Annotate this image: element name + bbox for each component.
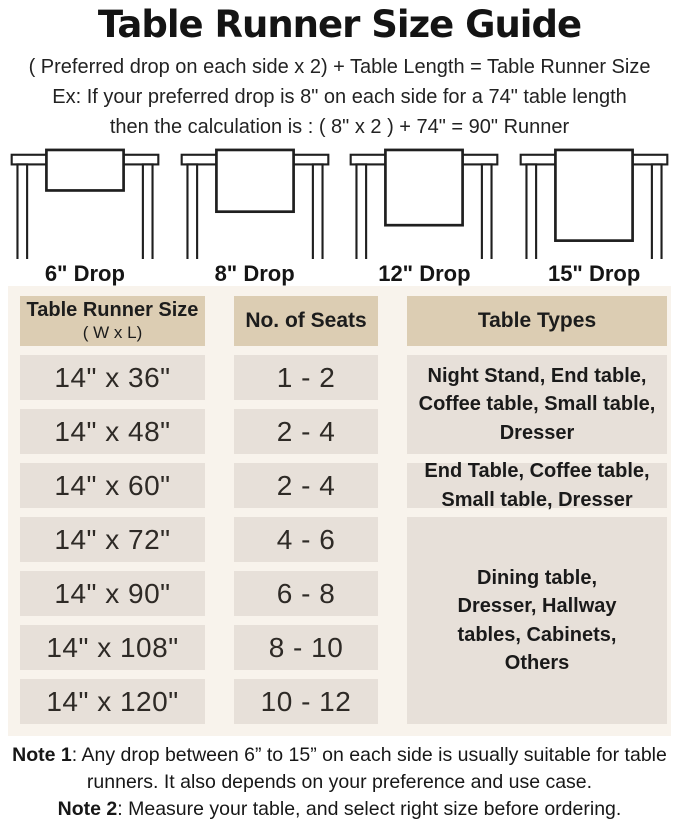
- size-cell: 14" x 90": [20, 571, 205, 616]
- size-cell: 14" x 36": [20, 355, 205, 400]
- drop-labels: [0, 261, 679, 287]
- seats-cell: 6 - 8: [234, 571, 378, 616]
- table-runner-drawing-icon: [342, 147, 506, 259]
- drop-illustration-15: [509, 147, 679, 259]
- drop-illustrations: [0, 147, 679, 259]
- size-cell: 14" x 72": [20, 517, 205, 562]
- notes: [0, 742, 679, 823]
- drop-label-6: 6" Drop: [44, 261, 125, 286]
- size-table: [20, 296, 667, 724]
- size-guide-panel: [8, 286, 671, 736]
- size-cell: 14" x 48": [20, 409, 205, 454]
- example-line-1: Ex: If your preferred drop is 8" on each side for a 74" table length: [52, 86, 627, 108]
- seats-cell: 2 - 4: [234, 409, 378, 454]
- table-runner-drawing-icon: [512, 147, 676, 259]
- note-2: Note 2: Measure your table, and select right size before ordering.: [57, 798, 622, 820]
- formula-text: ( Preferred drop on each side x 2) + Table Length = Table Runner Size: [28, 56, 651, 78]
- size-cell: 14" x 120": [20, 679, 205, 724]
- drop-label-8: 8" Drop: [214, 261, 295, 286]
- table-types-cell-small: Night Stand, End table, Coffee table, Small table, Dresser: [407, 355, 667, 454]
- column-header-size-title: Table Runner Size: [26, 299, 199, 321]
- seats-cell: 2 - 4: [234, 463, 378, 508]
- page-title: Table Runner Size Guide: [97, 3, 582, 46]
- column-header-types-title: Table Types: [477, 309, 597, 332]
- table-runner-drawing-icon: [173, 147, 337, 259]
- column-header-size: [20, 296, 205, 346]
- table-types-cell-large: Dining table, Dresser, Hallway tables, Cabinets, Others: [407, 517, 667, 724]
- column-header-size-subtitle: ( W x L): [82, 323, 143, 342]
- size-cell: 14" x 108": [20, 625, 205, 670]
- column-header-types: [407, 296, 667, 346]
- example-line-2: then the calculation is : ( 8" x 2 ) + 74" = 90" Runner: [109, 116, 570, 138]
- size-cell: 14" x 60": [20, 463, 205, 508]
- drop-label-15: 15" Drop: [547, 261, 641, 286]
- drop-illustration-6: [0, 147, 170, 259]
- column-header-seats: [234, 296, 378, 346]
- seats-cell: 4 - 6: [234, 517, 378, 562]
- table-types-cell-medium: End Table, Coffee table, Small table, Dresser: [407, 463, 667, 508]
- seats-cell: 8 - 10: [234, 625, 378, 670]
- drop-illustration-12: [340, 147, 510, 259]
- table-runner-drawing-icon: [3, 147, 167, 259]
- note-1: Note 1: Any drop between 6” to 15” on each side is usually suitable for table runners. It also depends on your preference and use case.: [12, 744, 667, 793]
- column-header-seats-title: No. of Seats: [245, 309, 367, 332]
- drop-label-12: 12" Drop: [378, 261, 471, 286]
- seats-cell: 1 - 2: [234, 355, 378, 400]
- seats-cell: 10 - 12: [234, 679, 378, 724]
- drop-illustration-8: [170, 147, 340, 259]
